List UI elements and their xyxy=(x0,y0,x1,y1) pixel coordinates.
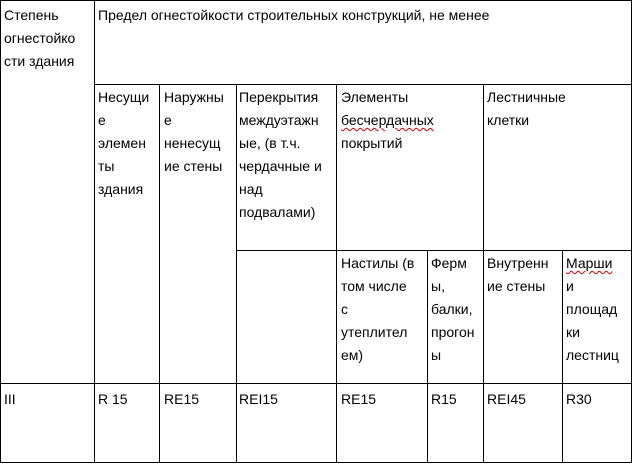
table-border-left xyxy=(0,0,1,463)
value-load-bearing: R 15 xyxy=(98,391,128,407)
value-floors: REI15 xyxy=(239,391,278,407)
value-flights-and-landings: R30 xyxy=(566,391,592,407)
table-border-right xyxy=(631,0,632,463)
table-rule-col-3 xyxy=(236,84,237,463)
subcolumn-flights-rest: и площад ки лестниц xyxy=(566,278,619,363)
table-rule-subheader xyxy=(236,250,632,251)
column-roof-elements-line3: покрытий xyxy=(341,135,403,151)
value-trusses: R15 xyxy=(431,391,457,407)
column-roof-elements xyxy=(341,86,434,155)
column-floors: Перекрытия междуэтажн ые, (в т.ч. чердачные и над подвалами) xyxy=(239,89,322,220)
table-rule-header xyxy=(94,84,632,85)
table-rule-col-1 xyxy=(94,0,95,463)
subcolumn-trusses: Ферм ы, балки, прогон ы xyxy=(431,255,475,363)
subcolumn-inner-walls: Внутренн ие стены xyxy=(487,255,549,294)
subcolumn-decking: Настилы (в том числе с утеплител ем) xyxy=(341,255,415,363)
column-stairwells: Лестничные клетки xyxy=(487,89,566,128)
column-roof-elements-misspelled-word: бесчердачных xyxy=(341,112,434,128)
table-rule-col-6 xyxy=(483,84,484,463)
header-degree: Степень огнестойко сти здания xyxy=(4,7,76,69)
value-degree: III xyxy=(4,391,16,407)
table-rule-col-2 xyxy=(159,84,160,463)
value-inner-walls: REI45 xyxy=(487,391,526,407)
header-fire-resistance-limit: Предел огнестойкости строительных конструкций, не менее xyxy=(98,7,490,23)
table-rule-col-5 xyxy=(427,250,428,463)
value-exterior-walls: RE15 xyxy=(164,391,200,407)
column-roof-elements-line1: Элементы xyxy=(341,89,409,105)
column-load-bearing: Несущи е элемен ты здания xyxy=(98,89,150,197)
subcolumn-flights-misspelled-word: Марши xyxy=(566,255,613,271)
value-decking: RE15 xyxy=(341,391,377,407)
subcolumn-flights-and-landings xyxy=(566,252,619,367)
table-rule-col-7 xyxy=(562,250,563,463)
table-rule-col-4 xyxy=(336,84,337,463)
column-exterior-walls: Наружны е ненесущ ие стены xyxy=(164,89,224,174)
